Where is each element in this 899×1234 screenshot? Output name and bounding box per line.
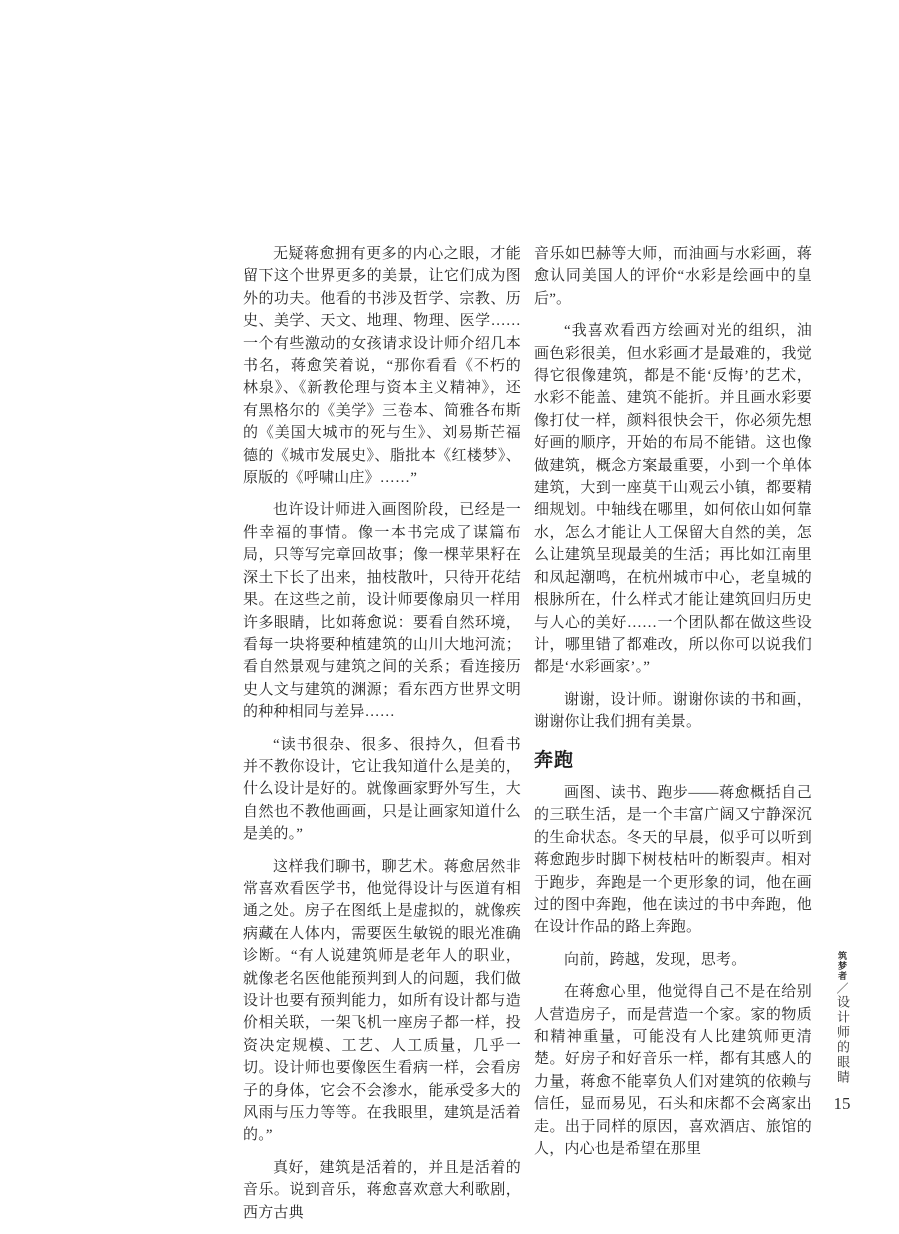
page-margin-sidebar <box>828 951 856 1114</box>
chapter-title: 设计师的眼睛 <box>835 995 850 1085</box>
right-text-column <box>534 243 812 1170</box>
paragraph: 也许设计师进入画图阶段，已经是一件幸福的事情。像一本书完成了谋篇布局，只等写完章回故事；像一棵苹果籽在深土下长了出来，抽枝散叶，只待开花结果。在这些之前，设计师要像扇贝一样用许多眼睛，比如蒋愈说：要看自然环境，看每一块将要种植建筑的山川大地河流；看自然景观与建筑之间的关系；看连接历史人文与建筑的渊源；看东西方世界文明的种种相同与差异…… <box>243 502 521 721</box>
paragraph: 真好，建筑是活着的，并且是活着的音乐。说到音乐，蒋愈喜欢意大利歌剧，西方古典 <box>243 1159 521 1221</box>
left-text-column <box>243 243 521 1234</box>
paragraph: 向前，跨越，发现，思考。 <box>564 951 747 968</box>
paragraph: 无疑蒋愈拥有更多的内心之眼，才能留下这个世界更多的美景，让它们成为图外的功夫。他看的书涉及哲学、宗教、历史、美学、天文、地理、物理、医学……一个有些激动的女孩请求设计师介绍几本书名，蒋愈笑着说，“那你看看《不朽的林泉》、《新教伦理与资本主义精神》，还有黑格尔的《美学》三卷本、简雅各布斯的《美国大城市的死与生》、刘易斯芒福德的《城市发展史》、脂批本《红楼梦》、原版的《呼啸山庄》……” <box>243 246 521 487</box>
paragraph: 画图、读书、跑步——蒋愈概括自己的三联生活，是一个丰富广阔又宁静深沉的生命状态。冬天的早晨，似乎可以听到蒋愈跑步时脚下树枝枯叶的断裂声。相对于跑步，奔跑是一个更形象的词，他在画过的图中奔跑，他在读过的书中奔跑，他在设计作品的路上奔跑。 <box>534 784 812 936</box>
paragraph: 谢谢，设计师。谢谢你读的书和画，谢谢你让我们拥有美景。 <box>534 691 812 731</box>
separator-slash: ／ <box>835 982 849 994</box>
paragraph: “读书很杂、很多、很持久，但看书并不教你设计，它让我知道什么是美的，什么设计是好的。就像画家野外写生，大自然也不教他画画，只是让画家知道什么是美的。” <box>243 736 521 843</box>
paragraph: 在蒋愈心里，他觉得自己不是在给别人营造房子，而是营造一个家。家的物质和精神重量，可能没有人比建筑师更清楚。好房子和好音乐一样，都有其感人的力量，蒋愈不能辜负人们对建筑的依赖与信任，显而易见，石头和床都不会离家出走。出于同样的原因，喜欢酒店、旅馆的人，内心也是希望在那里 <box>534 984 812 1158</box>
paragraph: “我喜欢看西方绘画对光的组织，油画色彩很美，但水彩画才是最难的，我觉得它很像建筑，都是不能‘反悔’的艺术，水彩不能盖、建筑不能折。并且画水彩要像打仗一样，颜料很快会干，你必须先想好画的顺序，开始的布局不能错。这也像做建筑，概念方案最重要，小到一个单体建筑，大到一座莫干山观云小镇，都要精细规划。中轴线在哪里，如何依山如何靠水，怎么才能让人工保留大自然的美，怎么让建筑呈现最美的生活；再比如江南里和凤起潮鸣，在杭州城市中心，老皇城的根脉所在，什么样式才能让建筑回归历史与人心的美好……一个团队都在做这些设计，哪里错了都难改，所以你可以说我们都是‘水彩画家’。” <box>534 323 812 676</box>
running-title <box>834 951 850 1085</box>
paragraph: 这样我们聊书，聊艺术。蒋愈居然非常喜欢看医学书，他觉得设计与医道有相通之处。房子在图纸上是虚拟的，就像疾病藏在人体内，需要医生敏锐的眼光准确诊断。“有人说建筑师是老年人的职业，就像老名医他能预判到人的问题，我们做设计也要有预判能力，如所有设计都与造价相关联，一架飞机一座房子都一样，投资决定规模、工艺、人工质量，几乎一切。设计师也要像医生看病一样，会看房子的身体，它会不会渗水，能承受多大的风雨与压力等等。在我眼里，建筑是活着的。” <box>243 858 521 1144</box>
paragraph: 音乐如巴赫等大师，而油画与水彩画，蒋愈认同美国人的评价“水彩是绘画中的皇后”。 <box>534 246 812 307</box>
book-series-title: 筑梦者 <box>837 951 847 981</box>
section-heading: 奔跑 <box>534 749 575 771</box>
page-number: 15 <box>833 1094 851 1113</box>
